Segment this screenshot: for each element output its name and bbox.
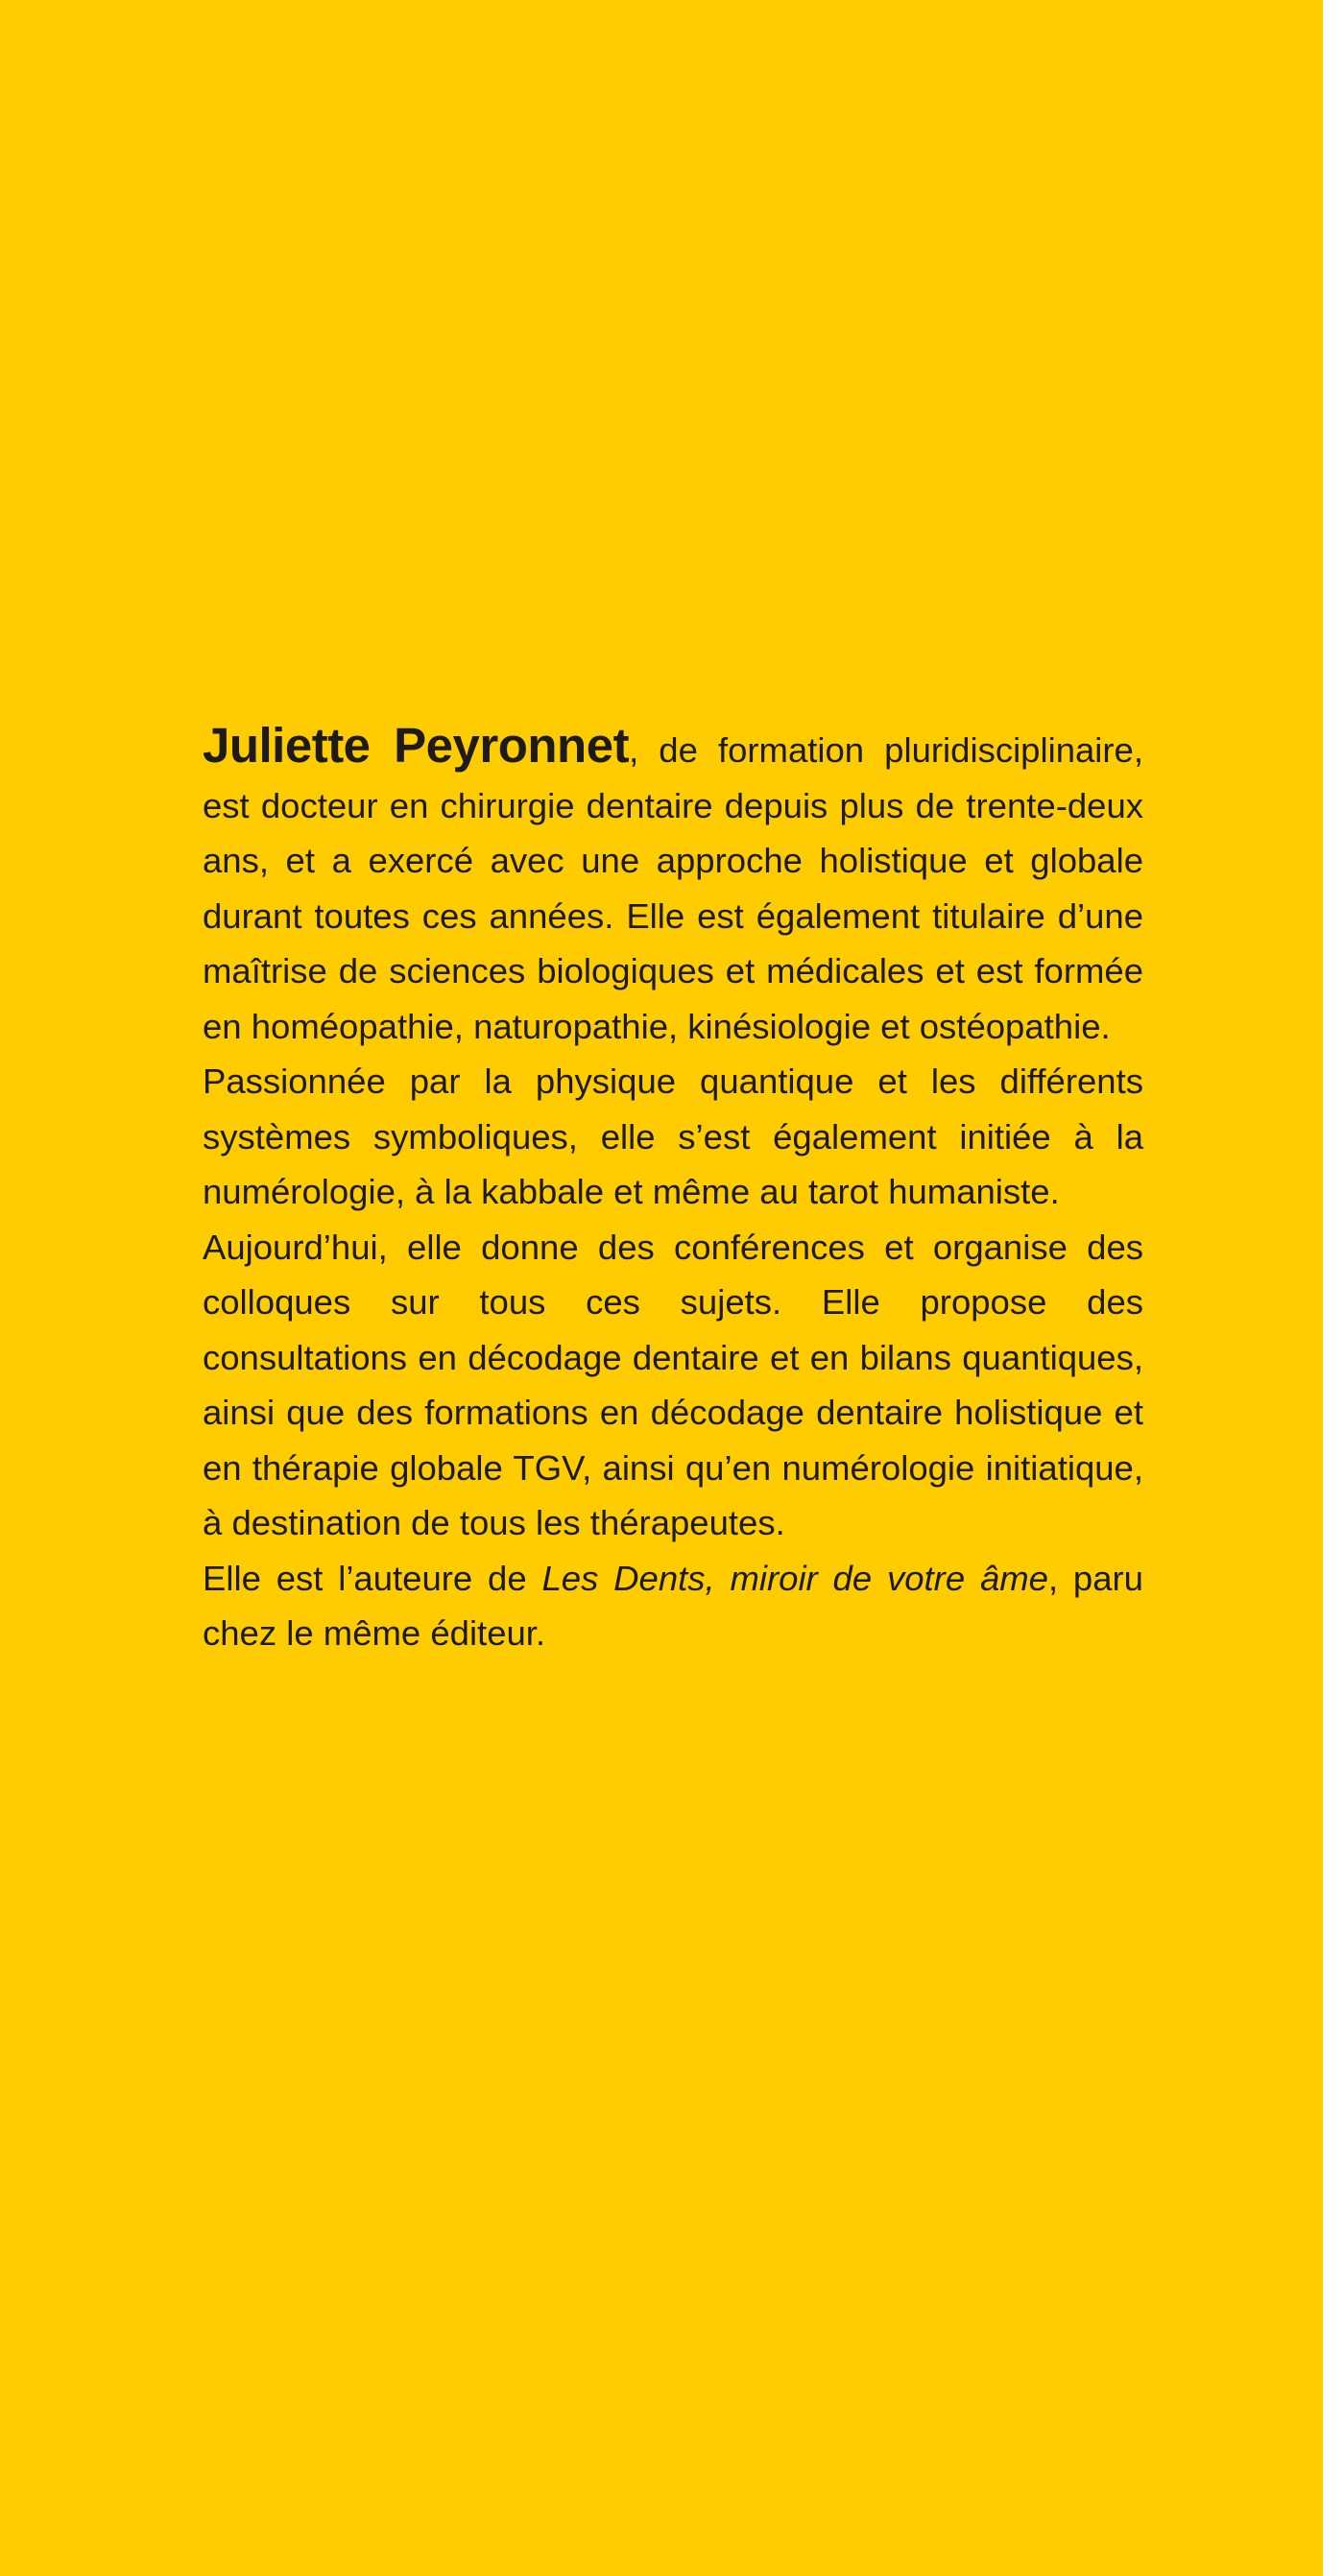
author-name: Juliette Peyronnet (203, 718, 630, 773)
bio-paragraph-interests: Passionnée par la physique quantique et les différents systèmes symboliques, elle s’est également initiée à la numérologie, à la kabbale et même au tarot humaniste. (203, 1061, 1143, 1211)
bio-paragraph-publications (203, 1551, 1143, 1661)
publication-prefix: Elle est l’auteure de (203, 1558, 542, 1598)
bio-paragraph-intro (203, 718, 1143, 1054)
book-title: Les Dents, miroir de votre âme (541, 1558, 1048, 1598)
author-biography (203, 718, 1143, 1661)
bio-intro-text: , de formation pluridisciplinaire, est docteur en chirurgie dentaire depuis plus de trente-deux ans, et a exercé avec une approche holistique et globale durant toutes ces années. Elle est également titulaire d’une maîtrise de sciences biologiques et médicales et est formée en homéopathie, naturopathie, kinésiologie et ostéopathie. (203, 730, 1143, 1046)
publication-suffix: , paru chez le même éditeur. (203, 1558, 1143, 1653)
bio-paragraph-activities: Aujourd’hui, elle donne des conférences et organise des colloques sur tous ces sujets. Elle propose des consultations en décodage dentaire et en bilans quantiques, ainsi que des formations en décodage dentaire holistique et en thérapie globale TGV, ainsi qu’en numérologie initiatique, à destination de tous les thérapeutes. (203, 1227, 1143, 1542)
